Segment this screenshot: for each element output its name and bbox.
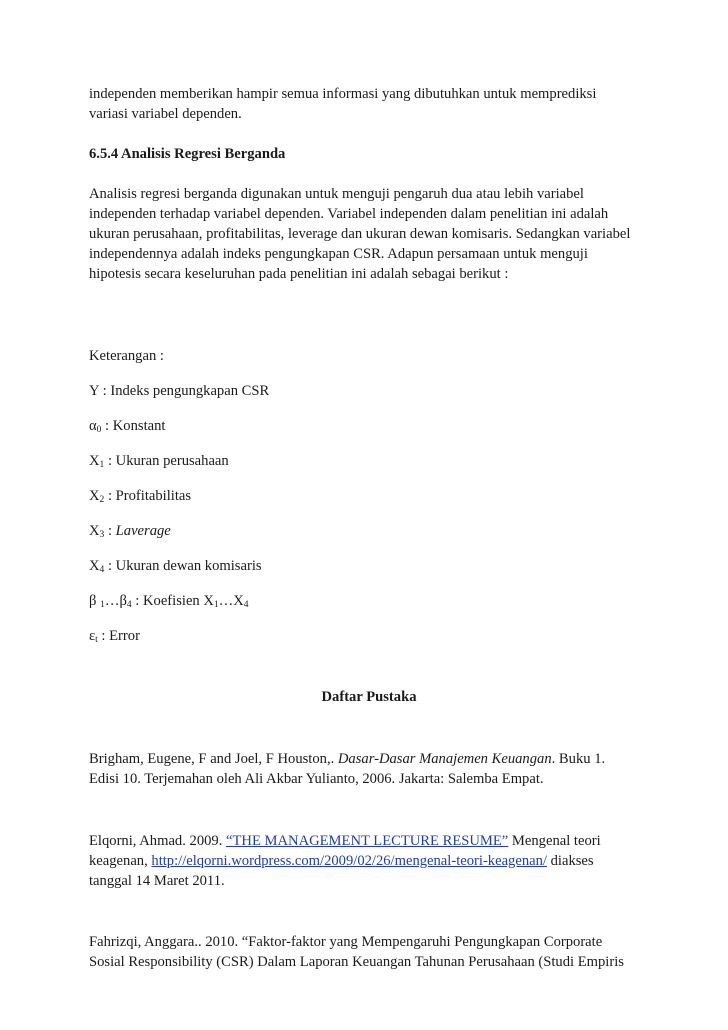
legend-x1: $X_1$ : Ukuran perusahaan (89, 453, 229, 470)
references-heading: Daftar Pustaka (321, 689, 417, 705)
paragraph-line: hipotesis secara keseluruhan pada penelitian ini adalah sebagai berikut : (89, 266, 509, 282)
reference-title-link[interactable]: “THE MANAGEMENT LECTURE RESUME” (226, 833, 509, 849)
reference-title: Dasar-Dasar Manajemen Keuangan (337, 751, 552, 767)
legend-y: Y : Indeks pengungkapan CSR (89, 383, 270, 399)
legend-x4: $X_4$ : Ukuran dewan komisaris (89, 558, 262, 575)
intro-line-1: independen memberikan hampir semua informasi yang dibutuhkan untuk memprediksi (89, 86, 597, 102)
legend-x2: $X_2$ : Profitabilitas (89, 488, 192, 505)
reference-url-link[interactable]: http://elqorni.wordpress.com/2009/02/26/mengenal-teori-keagenan/ (151, 853, 547, 869)
section-heading: 6.5.4 Analisis Regresi Berganda (89, 146, 286, 162)
intro-line-2: variasi variabel dependen. (89, 106, 242, 122)
keterangan-label: Keterangan : (89, 348, 164, 364)
reference-elqorni: Elqorni, Ahmad. 2009. “THE MANAGEMENT LECTURE RESUME” Mengenal teori keagenan, http://elqorni.wordpress.com/2009/02/26/mengenal-teori-keagenan/ diakses tanggal 14 Maret 2011. (89, 833, 601, 889)
legend-beta: β $_1\dots\beta_4$ : Koefisien $X_1\dots X_4$ (89, 593, 249, 610)
legend-epsilon: $\varepsilon_t$ : Error (89, 628, 140, 645)
document-page (89, 84, 649, 972)
reference-brigham: Brigham, Eugene, F and Joel, F Houston,. Dasar-Dasar Manajemen Keuangan. Buku 1. Edisi 10. Terjemahan oleh Ali Akbar Yulianto, 2006. Jakarta: Salemba Empat. (89, 751, 606, 787)
paragraph-line: independen terhadap variabel dependen. Variabel independen dalam penelitian ini adalah (89, 206, 609, 222)
section-paragraph (89, 184, 649, 284)
paragraph-line: Analisis regresi berganda digunakan untuk menguji pengaruh dua atau lebih variabel (89, 186, 584, 202)
legend-alpha: $\alpha_0$ : Konstant (89, 418, 166, 435)
legend-x3: $X_3$ : Laverage (89, 523, 171, 540)
paragraph-line: ukuran perusahaan, profitabilitas, leverage dan ukuran dewan komisaris. Sedangkan variabel (89, 226, 631, 242)
paragraph-line: independennya adalah indeks pengungkapan CSR. Adapun persamaan untuk menguji (89, 246, 588, 262)
reference-fahrizqi: Fahrizqi, Anggara.. 2010. “Faktor-faktor yang Mempengaruhi Pengungkapan Corporate Sosial Responsibility (CSR) Dalam Laporan Keuangan Tahunan Perusahaan (Studi Empiris (89, 934, 624, 970)
